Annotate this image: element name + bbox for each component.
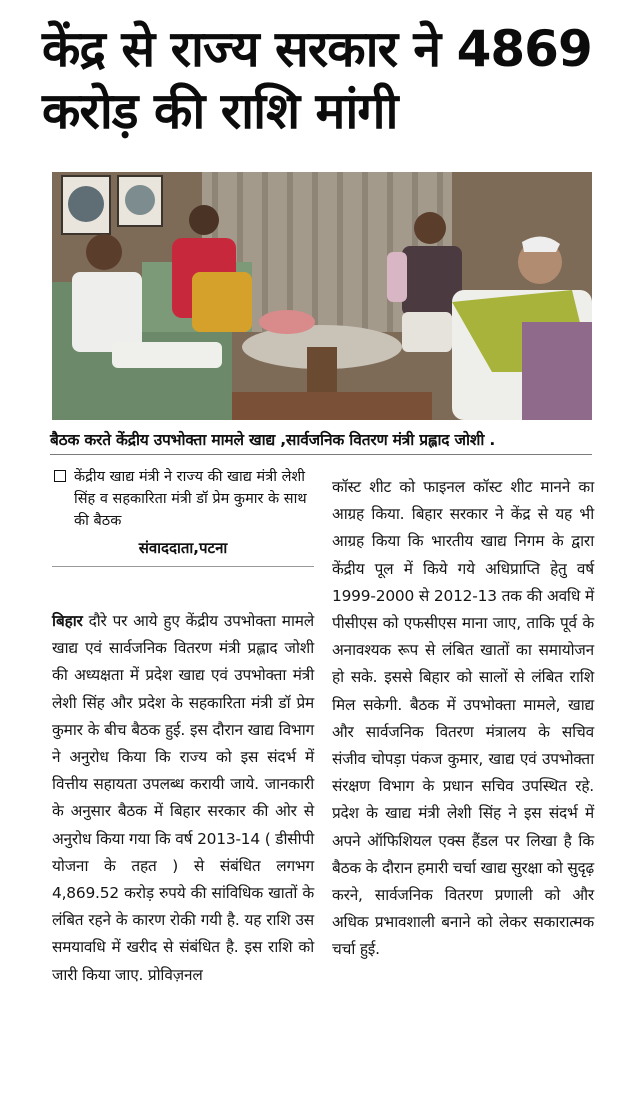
- subheadline-text: केंद्रीय खाद्य मंत्री ने राज्य की खाद्य मंत्री लेशी सिंह व सहकारिता मंत्री डॉ प्रेम कुमार के साथ की बैठक: [74, 469, 307, 529]
- subheadline: [52, 466, 314, 532]
- article-column-right: कॉस्ट शीट को फाइनल कॉस्ट शीट मानने का आग्रह किया. बिहार सरकार ने केंद्र से यह भी आग्रह किया कि भारतीय खाद्य निगम के द्वारा केंद्रीय पूल में किये गये अधिप्राप्ति हेतु वर्ष 1999-2000 से 2012-13 तक की अवधि में पीसीएस को एफसीएस माना जाए, ताकि पूर्व के अनावश्यक रूप से लंबित खातों का समायोजन हो सके. इससे बिहार को सालों से लंबित राशि मिल सकेगी. बैठक में उपभोक्ता मामले, खाद्य और सार्वजनिक वितरण मंत्रालय के सचिव संजीव चोपड़ा पंकज कुमार, खाद्य एवं उपभोक्ता संरक्षण विभाग के प्रधान सचिव उपस्थित रहे. प्रदेश के खाद्य मंत्री लेशी सिंह ने इस संदर्भ में अपने ऑफिशियल एक्स हैंडल पर लिखा है कि बैठक के दौरान हमारी चर्चा खाद्य सुरक्षा को सुदृढ़ करने, सार्वजनिक वितरण प्रणाली को और अधिक प्रभावशाली बनाने को लेकर सकारात्मक चर्चा हुई.: [332, 478, 594, 959]
- meeting-photo: [52, 172, 592, 420]
- byline-divider: [52, 566, 314, 567]
- article-text-left: दौरे पर आये हुए केंद्रीय उपभोक्ता मामले खाद्य एवं सार्वजनिक वितरण मंत्री प्रह्लाद जोशी की अध्यक्षता में प्रदेश खाद्य एवं उपभोक्ता मंत्री लेशी सिंह और प्रदेश के सहकारिता मंत्री डॉ प्रेम कुमार के बीच बैठक हुई. इस दौरान खाद्य विभाग ने अनुरोध किया कि राज्य को इस संदर्भ में वित्तीय सहायता उपलब्ध करायी जाये. जानकारी के अनुसार बैठक में बिहार सरकार की ओर से अनुरोध किया गया कि वर्ष 2013-14 ( डीसीपी योजना के तहत ) से संबंधित लगभग 4,869.52 करोड़ रुपये की सांविधिक खातों के लंबित रहने के कारण रोकी गयी है. यह राशि उस समयावधि में खरीद से संबंधित है. इस राशि को जारी किया जाए. प्रोविज़नल: [52, 612, 314, 984]
- bullet-box-icon: [54, 470, 66, 482]
- dateline-lead: बिहार: [52, 612, 83, 630]
- caption-divider: [50, 454, 592, 455]
- photo-caption: बैठक करते केंद्रीय उपभोक्ता मामले खाद्य ,सार्वजनिक वितरण मंत्री प्रह्लाद जोशी .: [50, 431, 496, 449]
- article-column-left: [52, 608, 314, 989]
- headline: केंद्र से राज्य सरकार ने 4869 करोड़ की राशि मांगी: [42, 20, 592, 140]
- byline: संवाददाता,पटना: [138, 539, 228, 557]
